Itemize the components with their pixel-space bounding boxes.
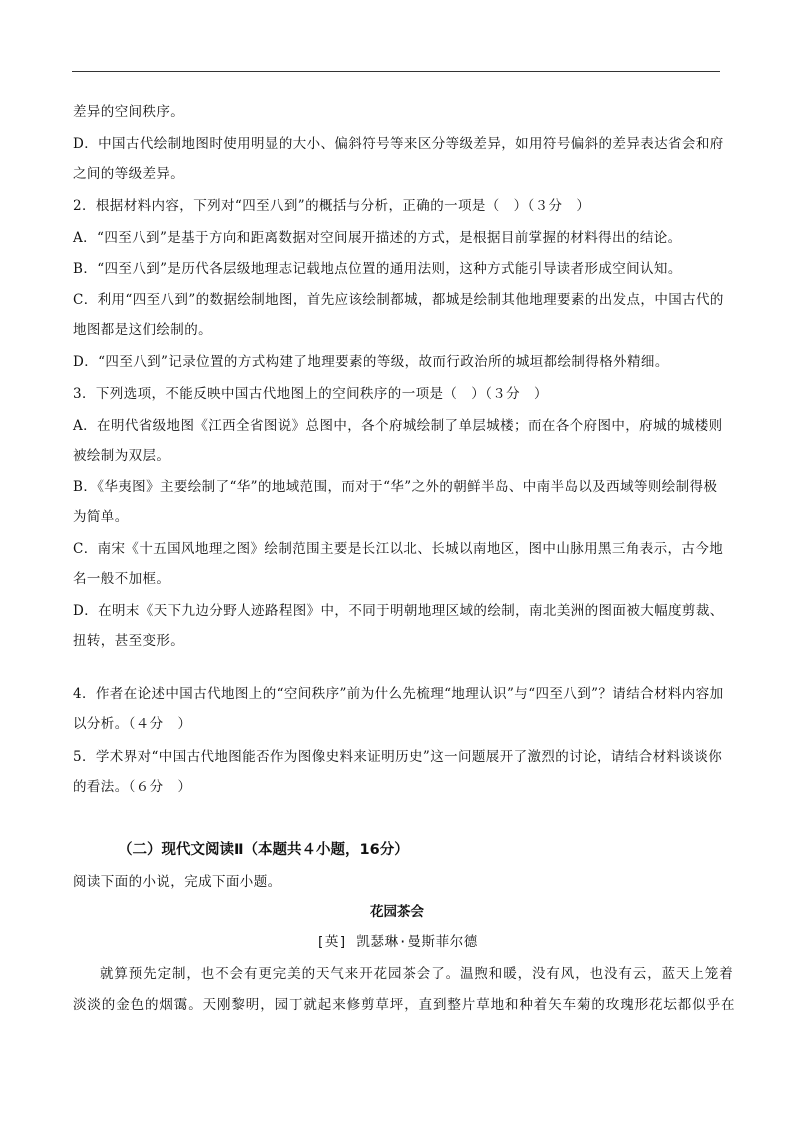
q2-stem: 2．根据材料内容，下列对“四至八到”的概括与分析，正确的一项是（ ）（３分 ） [73, 198, 591, 214]
story-paragraph-line1: 就算预先定制，也不会有更完美的天气来开花园茶会了。温煦和暖，没有风，也没有云，蓝天上笼着 [100, 966, 734, 982]
q2-option-b: B．“四至八到”是历代各层级地理志记载地点位置的通用法则，这种方式能引导读者形成空间认知。 [73, 261, 682, 277]
q1-option-d-line1: D．中国古代绘制地图时使用明显的大小、偏斜符号等来区分等级差异，如用符号偏斜的差异表达省会和府 [73, 136, 724, 152]
story-title: 花园茶会 [370, 904, 424, 920]
q3-stem: 3．下列选项，不能反映中国古代地图上的空间秩序的一项是（ ）（３分 ） [73, 386, 548, 402]
header-rule [72, 71, 720, 72]
q5-line1: 5．学术界对“中国古代地图能否作为图像史料来证明历史”这一问题展开了激烈的讨论，请结合材料谈谈你 [73, 749, 723, 765]
q3-option-d-line2: 扭转，甚至变形。 [73, 633, 185, 649]
q3-option-c-line2: 名一般不加框。 [73, 571, 171, 587]
q2-option-a: A．“四至八到”是基于方向和距离数据对空间展开描述的方式，是根据目前掌握的材料得出的结论。 [73, 230, 682, 246]
q3-option-a-line2: 被绘制为双层。 [73, 448, 171, 464]
q1-tail-text: 差异的空间秩序。 [73, 104, 185, 120]
q4-line2: 以分析。（４分 ） [73, 716, 192, 732]
q3-option-a-line1: A．在明代省级地图《江西全省图说》总图中，各个府城绘制了单层城楼；而在各个府图中，府城的城楼则 [73, 418, 723, 434]
story-author: [英] 凯瑟琳·曼斯菲尔德 [316, 934, 478, 950]
q4-line1: 4．作者在论述中国古代地图上的“空间秩序”前为什么先梳理“地理认识”与“四至八到”？请结合材料内容加 [73, 686, 724, 702]
story-paragraph-line2: 淡淡的金色的烟霭。天刚黎明，园丁就起来修剪草坪，直到整片草地和种着矢车菊的玫瑰形花坛都似乎在 [73, 997, 736, 1013]
section-heading: （二）现代文阅读Ⅱ（本题共４小题，16分） [118, 842, 409, 858]
q2-option-c-line2: 地图都是这们绘制的。 [73, 322, 212, 338]
q3-option-d-line1: D．在明末《天下九边分野人迹路程图》中，不同于明朝地理区域的绘制，南北美洲的图面被大幅度剪裁、 [73, 603, 724, 619]
q3-option-b-line2: 为简单。 [73, 509, 129, 525]
reading-instruction: 阅读下面的小说，完成下面小题。 [73, 874, 282, 890]
q3-option-b-line1: B．《华夷图》主要绘制了“华”的地域范围，而对于“华”之外的朝鲜半岛、中南半岛以及西域等则绘制得极 [73, 479, 718, 495]
q3-option-c-line1: C．南宋《十五国风地理之图》绘制范围主要是长江以北、长城以南地区，图中山脉用黑三角表示，古今地 [73, 541, 724, 557]
q2-option-c-line1: C．利用“四至八到”的数据绘制地图，首先应该绘制都城，都城是绘制其他地理要素的出发点，中国古代的 [73, 292, 724, 308]
q2-option-d: D．“四至八到”记录位置的方式构建了地理要素的等级，故而行政治所的城垣都绘制得格外精细。 [73, 354, 669, 370]
q5-line2: 的看法。（６分 ） [73, 779, 192, 795]
q1-option-d-line2: 之间的等级差异。 [73, 166, 185, 182]
